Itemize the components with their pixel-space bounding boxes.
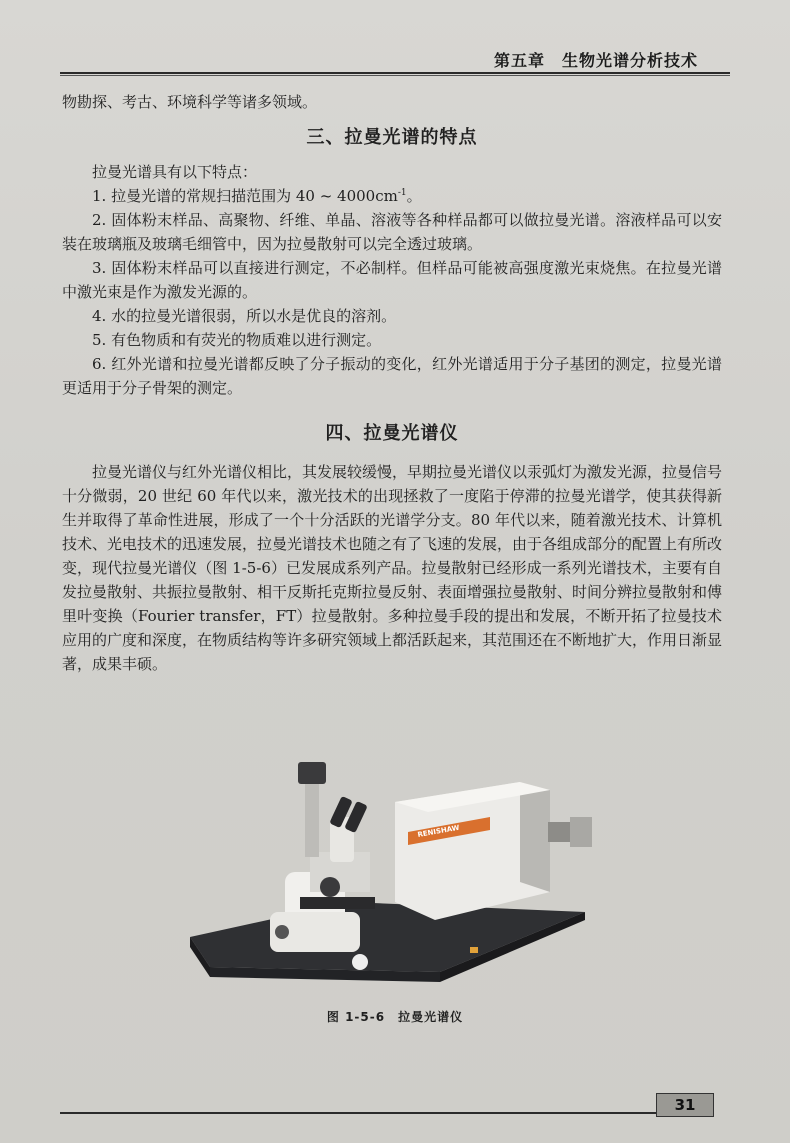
list-item-1-text: 1. 拉曼光谱的常规扫描范围为 40 ~ 4000cm <box>92 187 398 205</box>
list-item-2: 2. 固体粉末样品、高聚物、纤维、单晶、溶液等各种样品都可以做拉曼光谱。溶液样品可以安装在玻璃瓶及玻璃毛细管中，因为拉曼散射可以完全透过玻璃。 <box>62 211 722 253</box>
page-content <box>62 90 722 676</box>
section-3-lead: 拉曼光谱具有以下特点： <box>92 163 258 181</box>
section-3-title: 三、拉曼光谱的特点 <box>306 127 478 148</box>
list-item-6: 6. 红外光谱和拉曼光谱都反映了分子振动的变化，红外光谱适用于分子基团的测定，拉曼光谱更适用于分子骨架的测定。 <box>62 355 722 397</box>
list-item-1-end: 。 <box>406 187 422 205</box>
header-rule <box>60 72 730 74</box>
list-item-1 <box>62 184 722 208</box>
list-item-4: 4. 水的拉曼光谱很弱，所以水是优良的溶剂。 <box>92 307 397 325</box>
list-item-5: 5. 有色物质和有荧光的物质难以进行测定。 <box>92 331 382 349</box>
section-4-paragraph: 拉曼光谱仪与红外光谱仪相比，其发展较缓慢，早期拉曼光谱仪以汞弧灯为激发光源，拉曼信号十分微弱，20 世纪 60 年代以来，激光技术的出现拯救了一度陷于停滞的拉曼光谱学，使其获得新生并取得了革命性进展，形成了一个十分活跃的光谱学分支。80 年代以来，随着激光技术、计算机技术、光电技术的迅速发展，拉曼光谱技术也随之有了飞速的发展，由于各组成部分的配置上有所改变，现代拉曼光谱仪（图 1-5-6）已发展成系列产品。拉曼散射已经形成一系列光谱技术，主要有自发拉曼散射、共振拉曼散射、相干反斯托克斯拉曼反射、表面增强拉曼散射、时间分辨拉曼散射和傅里叶变换（Fourier transfer，FT）拉曼散射。多种拉曼手段的提出和发展，不断开拓了拉曼技术应用的广度和深度，在物质结构等许多研究领域上都活跃起来，其范围还在不断地扩大，作用日渐显著，成果丰硕。 <box>62 463 723 673</box>
brand-label: RENISHAW <box>416 823 461 839</box>
list-item-3: 3. 固体粉末样品可以直接进行测定，不必制样。但样品可能被高强度激光束烧焦。在拉曼光谱中激光束是作为激发光源的。 <box>62 259 722 301</box>
raman-spectrometer-image <box>190 762 600 997</box>
list-item-1-superscript: -1 <box>397 188 407 198</box>
figure-caption: 图 1-5-6 拉曼光谱仪 <box>326 1010 464 1024</box>
raman-spectrometer-figure <box>190 762 600 997</box>
intro-line: 物勘探、考古、环境科学等诸多领域。 <box>62 93 318 111</box>
header-rule-secondary <box>60 75 730 76</box>
page-number: 31 <box>656 1093 714 1117</box>
footer-rule <box>60 1112 710 1114</box>
chapter-header: 第五章 生物光谱分析技术 <box>493 51 698 70</box>
section-4-title: 四、拉曼光谱仪 <box>325 423 459 444</box>
